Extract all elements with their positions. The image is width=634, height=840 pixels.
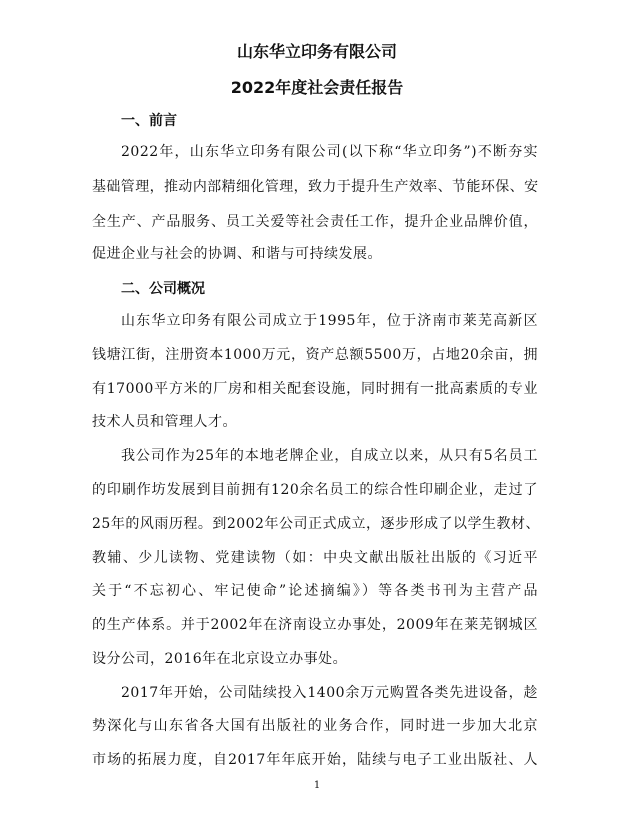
section-heading-preface: 一、前言 xyxy=(121,113,177,129)
paragraph-line: 2022年，山东华立印务有限公司(以下称“华立印务”)不断夯实 xyxy=(121,144,538,160)
paragraph-line: 设分公司，2016年在北京设立办事处。 xyxy=(92,651,348,667)
paragraph-line: 技术人员和管理人才。 xyxy=(92,414,237,430)
paragraph-line: 市场的拓展力度，自2017年年底开始，陆续与电子工业出版社、人 xyxy=(92,752,538,768)
paragraph-line: 促进企业与社会的协调、和谐与可持续发展。 xyxy=(92,246,382,262)
paragraph-line: 25年的风雨历程。到2002年公司正式成立，逐步形成了以学生教材、 xyxy=(92,516,540,532)
paragraph-line: 关于“不忘初心、牢记使命”论述摘编》）等各类书刊为主营产品 xyxy=(92,583,538,599)
paragraph-line: 我公司作为25年的本地老牌企业，自成立以来，从只有5名员工 xyxy=(121,448,538,464)
section-heading-overview: 二、公司概况 xyxy=(121,281,205,297)
paragraph-line: 教辅、少儿读物、党建读物（如：中央文献出版社出版的《习近平 xyxy=(92,550,538,566)
page-number: 1 xyxy=(313,780,321,791)
paragraph-line: 基础管理，推动内部精细化管理，致力于提升生产效率、节能环保、安 xyxy=(92,179,538,195)
paragraph-line: 的生产体系。并于2002年在济南设立办事处，2009年在莱芜钢城区 xyxy=(92,617,538,633)
document-title: 山东华立印务有限公司 xyxy=(236,42,397,61)
paragraph-line: 钱塘江街，注册资本1000万元，资产总额5500万，占地20余亩，拥 xyxy=(92,347,538,363)
paragraph-line: 2017年开始，公司陆续投入1400余万元购置各类先进设备，趁 xyxy=(121,685,538,701)
paragraph-line: 势深化与山东省各大国有出版社的业务合作，同时进一步加大北京 xyxy=(92,718,538,734)
paragraph-line: 的印刷作坊发展到目前拥有120余名员工的综合性印刷企业，走过了 xyxy=(92,482,538,498)
document-subtitle: 2022年度社会责任报告 xyxy=(230,78,404,97)
paragraph-line: 有17000平方米的厂房和相关配套设施，同时拥有一批高素质的专业 xyxy=(92,381,538,397)
paragraph-line: 山东华立印务有限公司成立于1995年，位于济南市莱芜高新区 xyxy=(121,313,538,329)
paragraph-line: 全生产、产品服务、员工关爱等社会责任工作，提升企业品牌价值， xyxy=(92,214,538,230)
